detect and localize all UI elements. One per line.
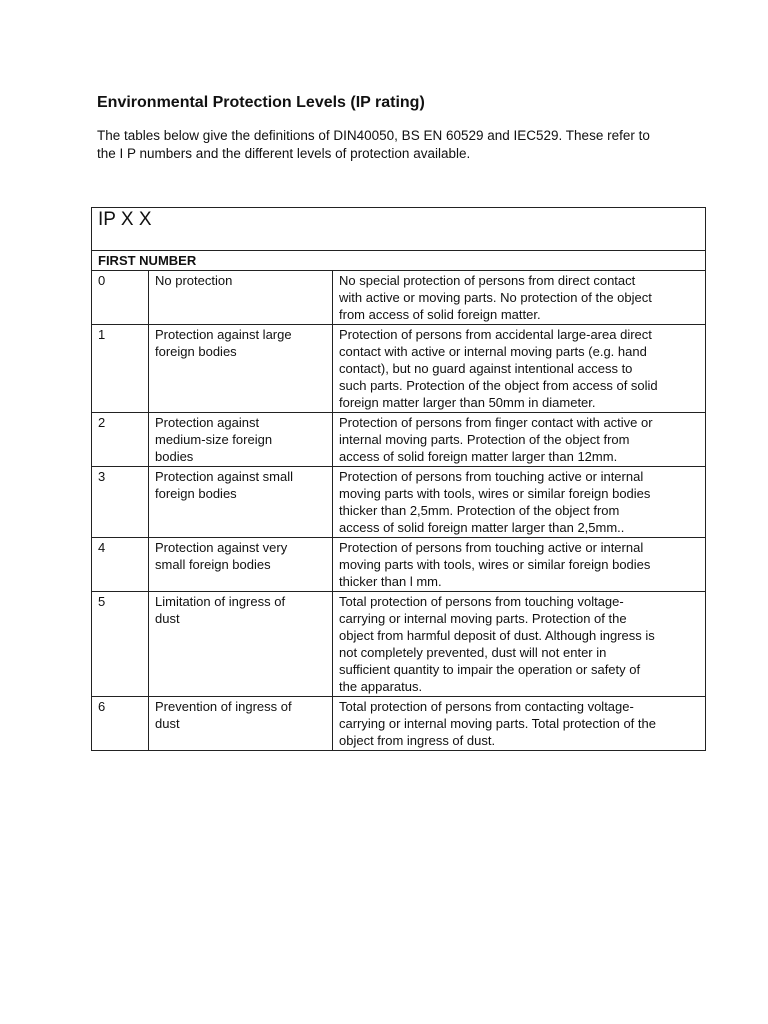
table-heading-row (92, 208, 706, 251)
protection-name-line: Protection against large (155, 327, 292, 342)
protection-description-line: object from ingress of dust. (339, 733, 496, 748)
protection-name (149, 271, 333, 325)
protection-name (149, 592, 333, 697)
protection-name-line: Limitation of ingress of (155, 594, 286, 609)
protection-name (149, 467, 333, 538)
table-row (92, 538, 706, 592)
protection-description-line: Protection of persons from finger contact with active or (339, 415, 653, 430)
table-row (92, 697, 706, 751)
protection-name-line: Protection against small (155, 469, 294, 484)
table-row (92, 592, 706, 697)
protection-name-line: Prevention of ingress of (155, 699, 292, 714)
protection-description-line: foreign matter larger than 50mm in diameter. (339, 395, 596, 410)
protection-name-line: dust (155, 611, 180, 626)
protection-description-line: the apparatus. (339, 679, 423, 694)
protection-name-line: foreign bodies (155, 344, 237, 359)
protection-description-line: from access of solid foreign matter. (339, 307, 541, 322)
protection-description-line: Total protection of persons from touching voltage- (339, 594, 624, 609)
document-title: Environmental Protection Levels (IP rating) (97, 94, 425, 111)
protection-description-line: No special protection of persons from direct contact (339, 273, 636, 288)
protection-name (149, 538, 333, 592)
table-row (92, 325, 706, 413)
table-row (92, 413, 706, 467)
protection-description-line: Protection of persons from touching active or internal (339, 540, 644, 555)
protection-description-line: thicker than 2,5mm. Protection of the object from (339, 503, 620, 518)
protection-description-line: carrying or internal moving parts. Protection of the (339, 611, 627, 626)
protection-description-line: thicker than l mm. (339, 574, 442, 589)
protection-description (333, 592, 706, 697)
ip-level-number: 3 (92, 467, 149, 538)
protection-description (333, 697, 706, 751)
table-row (92, 467, 706, 538)
ip-level-number: 1 (92, 325, 149, 413)
protection-description (333, 467, 706, 538)
protection-description (333, 413, 706, 467)
intro-paragraph (97, 127, 697, 163)
protection-description-line: access of solid foreign matter larger than 12mm. (339, 449, 618, 464)
intro-line: the I P numbers and the different levels of protection available. (97, 146, 471, 161)
protection-description-line: such parts. Protection of the object from access of solid (339, 378, 658, 393)
table-heading: IP X X (92, 208, 706, 251)
ip-level-number: 5 (92, 592, 149, 697)
protection-name (149, 697, 333, 751)
protection-description-line: contact with active or internal moving parts (e.g. hand (339, 344, 647, 359)
protection-name-line: medium-size foreign (155, 432, 273, 447)
protection-name (149, 325, 333, 413)
protection-description (333, 271, 706, 325)
protection-name-line: Protection against (155, 415, 260, 430)
intro-line: The tables below give the definitions of DIN40050, BS EN 60529 and IEC529. These refer to (97, 128, 650, 143)
section-label: FIRST NUMBER (92, 251, 706, 271)
protection-name-line: dust (155, 716, 180, 731)
protection-name-line: Protection against very (155, 540, 288, 555)
protection-description-line: with active or moving parts. No protection of the object (339, 290, 652, 305)
table-row (92, 271, 706, 325)
protection-name-line: bodies (155, 449, 194, 464)
ip-level-number: 0 (92, 271, 149, 325)
protection-description-line: moving parts with tools, wires or similar foreign bodies (339, 557, 651, 572)
protection-description-line: internal moving parts. Protection of the object from (339, 432, 630, 447)
protection-description (333, 538, 706, 592)
ip-level-number: 4 (92, 538, 149, 592)
protection-name (149, 413, 333, 467)
ip-level-number: 2 (92, 413, 149, 467)
protection-description-line: carrying or internal moving parts. Total protection of the (339, 716, 656, 731)
protection-description-line: Protection of persons from accidental large-area direct (339, 327, 652, 342)
protection-name-line: foreign bodies (155, 486, 237, 501)
protection-description-line: moving parts with tools, wires or similar foreign bodies (339, 486, 651, 501)
ip-rating-table (91, 207, 706, 751)
protection-name-line: small foreign bodies (155, 557, 271, 572)
protection-name-line: No protection (155, 273, 233, 288)
ip-level-number: 6 (92, 697, 149, 751)
protection-description-line: Total protection of persons from contacting voltage- (339, 699, 634, 714)
protection-description-line: access of solid foreign matter larger than 2,5mm.. (339, 520, 625, 535)
section-row (92, 251, 706, 271)
protection-description (333, 325, 706, 413)
protection-description-line: contact), but no guard against intentional access to (339, 361, 633, 376)
protection-description-line: object from harmful deposit of dust. Although ingress is (339, 628, 655, 643)
protection-description-line: not completely prevented, dust will not enter in (339, 645, 607, 660)
protection-description-line: Protection of persons from touching active or internal (339, 469, 644, 484)
protection-description-line: sufficient quantity to impair the operation or safety of (339, 662, 641, 677)
